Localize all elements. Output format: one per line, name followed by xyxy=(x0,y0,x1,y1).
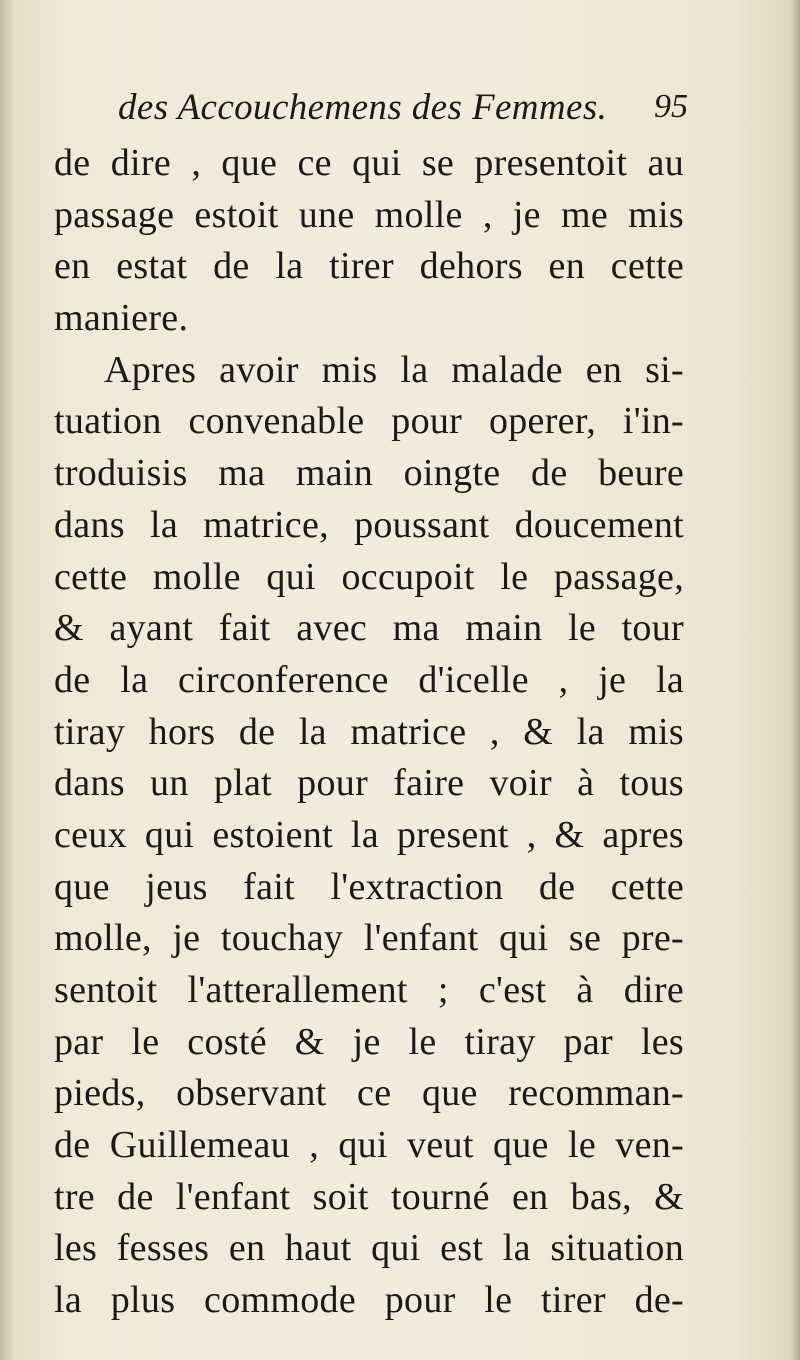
text-line: & ayant fait avec ma main le tour xyxy=(54,607,684,650)
paragraph-first-line: Apres avoir mis la malade en si- xyxy=(104,348,684,391)
text-line: dans la matrice, poussant doucement xyxy=(54,503,684,546)
text-line: maniere. xyxy=(54,297,189,340)
text-line: sentoit l'atterallement ; c'est à dire xyxy=(54,969,684,1011)
page-body-text xyxy=(54,138,684,1327)
page-number: 95 xyxy=(654,88,688,125)
text-line: tiray hors de la matrice , & la mis xyxy=(54,710,684,753)
text-line: en estat de la tirer dehors en cette xyxy=(54,245,684,288)
text-line: troduisis ma main oingte de beure xyxy=(54,452,684,495)
page-right-shadow xyxy=(790,0,800,1360)
text-line: cette molle qui occupoit le passage, xyxy=(54,555,684,598)
text-line: passage estoit une molle , je me mis xyxy=(54,193,684,236)
text-line: ceux qui estoient la present , & apres xyxy=(54,813,684,856)
text-line: tuation convenable pour operer, i'in- xyxy=(54,400,684,443)
text-line: molle, je touchay l'enfant qui se pre- xyxy=(54,917,684,960)
text-line: dans un plat pour faire voir à tous xyxy=(54,762,684,805)
page-left-shadow xyxy=(0,0,14,1360)
text-line: par le costé & je le tiray par les xyxy=(54,1020,684,1063)
text-line: de Guillemeau , qui veut que le ven- xyxy=(54,1124,684,1167)
text-line: de dire , que ce qui se presentoit au xyxy=(54,142,684,184)
text-line: de la circonference d'icelle , je la xyxy=(54,658,684,701)
text-line: la plus commode pour le tirer de- xyxy=(54,1279,684,1322)
text-line: tre de l'enfant soit tourné en bas, & xyxy=(54,1175,684,1218)
text-line: que jeus fait l'extraction de cette xyxy=(54,865,684,908)
page-header xyxy=(118,86,688,134)
text-line: les fesses en haut qui est la situation xyxy=(54,1227,684,1270)
running-title: des Accouchemens des Femmes. xyxy=(118,87,608,128)
text-line: pieds, observant ce que recomman- xyxy=(54,1072,684,1115)
